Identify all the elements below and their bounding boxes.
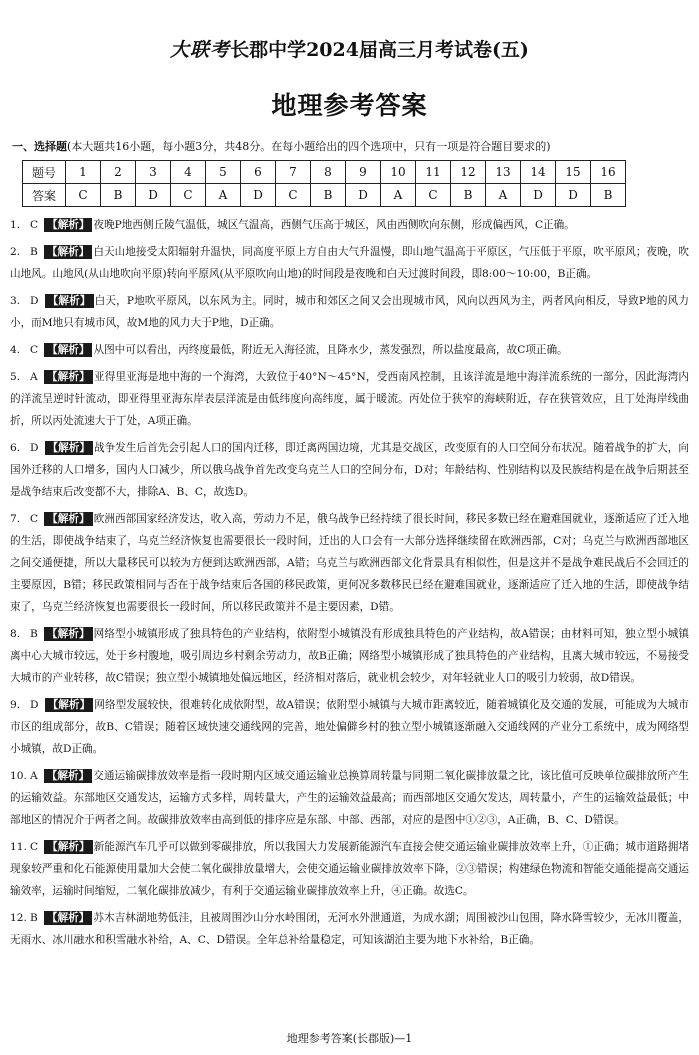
item-number: 9. (10, 699, 21, 711)
answer-cell: B (101, 184, 136, 207)
item-text: 白天山地接受太阳辐射升温快，同高度平原上方自由大气升温慢，即山地气温高于平原区，气压低于平原，吹平原风；夜晚，吹山地风。山地风(从山地吹向平原)转向平原风(从平原吹向山地)的时间段是夜晚和白天过渡时间段，即8:00～10:00，B正确。 (10, 246, 689, 280)
item-number: 4. (10, 344, 21, 356)
item-text: 亚得里亚海是地中海的一个海湾，大致位于40°N～45°N，受西南风控制，且该洋流是地中海洋流系统的一部分，因此海湾内的洋流呈逆时针流动，即亚得里亚海东岸表层洋流是由低纬度向高纬度，属于暖流。丙处位于狭窄的海峡附近，存在狭管效应，且丁处海岸线曲折，所以丙处流速大于丁处，A项正确。 (10, 371, 690, 427)
answer-cell: D (521, 184, 556, 207)
question-number-cell: 13 (486, 161, 521, 184)
answer-table-answer-row (23, 184, 626, 207)
section-note: (本大题共16小题，每小题3分，共48分。在每小题给出的四个选项中，只有一项是符合题目要求的) (67, 140, 551, 153)
question-number-cell: 6 (241, 161, 276, 184)
item-number: 2. (10, 246, 21, 258)
brand-name: 大联考 (170, 39, 231, 61)
analysis-tag: 【解析】 (44, 840, 93, 854)
answer-table-number-row (23, 161, 626, 184)
item-answer: C (30, 841, 39, 853)
question-number-cell: 3 (136, 161, 171, 184)
question-number-cell: 7 (276, 161, 311, 184)
item-text: 从图中可以看出，丙终度最低，附近无入海径流，且降水少，蒸发强烈，所以盐度最高，故C项正确。 (93, 344, 568, 356)
answer-cell: A (206, 184, 241, 207)
list-item (10, 290, 689, 334)
list-item (10, 907, 689, 951)
item-number: 11. (10, 841, 27, 853)
analysis-tag: 【解析】 (44, 512, 93, 526)
item-text: 战争发生后首先会引起人口的国内迁移，即迁离两国边境，尤其是交战区，改变原有的人口空间分布状况。随着战争的扩大，向国外迁移的人口增多，国内人口减少，所以俄乌战争首先改变乌克兰人口的空间分布，D对；年龄结构、性别结构以及民族结构是在战争后期甚至是战争结束后改变都不大，排除A、B、C，故选D。 (10, 442, 689, 498)
question-number-cell: 15 (556, 161, 591, 184)
item-number: 5. (10, 371, 21, 383)
analysis-tag: 【解析】 (45, 698, 94, 712)
item-answer: D (30, 699, 39, 711)
item-number: 3. (10, 295, 21, 307)
analysis-tag: 【解析】 (44, 245, 93, 259)
answer-cell: D (136, 184, 171, 207)
item-answer: A (30, 371, 38, 383)
item-answer: C (30, 344, 39, 356)
explanation-list (10, 214, 689, 956)
section-label: 一、选择题 (12, 140, 67, 153)
answer-cell: B (311, 184, 346, 207)
analysis-tag: 【解析】 (44, 218, 92, 232)
question-number-cell: 10 (381, 161, 416, 184)
answer-cell: A (486, 184, 521, 207)
item-answer: A (30, 770, 38, 782)
item-answer: B (30, 912, 38, 924)
document-title: 地理参考答案 (271, 91, 428, 120)
item-answer: C (30, 513, 39, 525)
item-number: 7. (10, 513, 21, 525)
analysis-tag: 【解析】 (44, 370, 93, 384)
item-text: 白天，P地吹平原风，以东风为主。同时，城市和郊区之间又会出现城市风，风向以西风为主，两者风向相反，导致P地的风力小，而M地只有城市风，故M地的风力大于P地，D正确。 (10, 295, 689, 329)
answer-cell: C (171, 184, 206, 207)
list-item (10, 214, 689, 236)
answer-cell: C (416, 184, 451, 207)
list-item (10, 765, 689, 831)
item-answer: B (30, 246, 38, 258)
item-text: 交通运输碳排放效率是指一段时期内区域交通运输业总换算周转量与同期二氧化碳排放量之比，该比值可反映单位碳排放所产生的运输效益。东部地区交通发达，运输方式多样，周转量大，产生的运输效益最高；而西部地区交通欠发达，周转量小，产生的运输效益最低；中部地区的情况介于两者之间。故碳排放效率由高到低的排序应是东部、中部、西部，对应的是图中①②③，A正确，B、C、D错误。 (10, 770, 690, 826)
exam-title: 长郡中学2024届高三月考试卷(五) (230, 39, 529, 61)
item-text: 网络型小城镇形成了独具特色的产业结构，依附型小城镇没有形成独具特色的产业结构，故A错误；由材料可知，独立型小城镇离中心大城市较远，处于乡村腹地，吸引周边乡村剩余劳动力，故B正确；网络型小城镇形成了独具特色的产业结构，且离大城市较远，不易接受大城市的产业转移，故C错误；独立型小城镇地处偏远地区，经济相对落后，就业机会较少，对年轻就业人口的吸引力较弱，故D错误。 (10, 628, 689, 684)
page-footer: 地理参考答案(长郡版)—1 (286, 1032, 413, 1045)
question-number-cell: 12 (451, 161, 486, 184)
question-number-cell: 9 (346, 161, 381, 184)
answer-cell: D (346, 184, 381, 207)
question-number-cell: 1 (66, 161, 101, 184)
list-item (10, 339, 689, 361)
analysis-tag: 【解析】 (44, 627, 93, 641)
analysis-tag: 【解析】 (44, 911, 93, 925)
list-item (10, 836, 689, 902)
list-item (10, 437, 689, 503)
item-number: 10. (10, 770, 27, 782)
item-number: 1. (10, 219, 21, 231)
list-item (10, 508, 689, 618)
item-text: 欧洲西部国家经济发达，收入高，劳动力不足，俄乌战争已经持续了很长时间，移民多数已经在避难国就业，逐渐适应了迁入地的生活，即使战争结束了，乌克兰经济恢复也需要很长一段时间，迁出的人口会有一大部分选择继续留在欧洲西部，C对；乌克兰与欧洲西部地区之间交通便捷，所以大量移民可以较为方便到达欧洲西部，A错；乌克兰与欧洲西部文化背景具有相似性，但是这并不是战争难民战后不会回迁的主要原因，B错；移民政策相同与否在于战争结束后各国的移民政策，更何况多数移民已经在避难国就业，逐渐适应了迁入地的生活，即使战争结束了，乌克兰经济恢复也需要很长一段时间，所以移民政策并不是主要因素，D错。 (10, 513, 690, 613)
list-item (10, 694, 689, 760)
section-heading (12, 139, 687, 155)
analysis-tag: 【解析】 (44, 769, 93, 783)
item-answer: D (30, 295, 39, 307)
item-answer: C (30, 219, 39, 231)
row-label-answer: 答案 (23, 184, 66, 207)
answer-cell: D (241, 184, 276, 207)
answer-table (22, 160, 626, 207)
list-item (10, 366, 689, 432)
question-number-cell: 11 (416, 161, 451, 184)
list-item (10, 623, 689, 689)
item-answer: B (30, 628, 38, 640)
exam-header (0, 35, 699, 62)
item-number: 12. (10, 912, 27, 924)
analysis-tag: 【解析】 (44, 343, 92, 357)
question-number-cell: 14 (521, 161, 556, 184)
list-item (10, 241, 689, 285)
row-label-number: 题号 (23, 161, 66, 184)
item-number: 8. (10, 628, 21, 640)
answer-cell: C (66, 184, 101, 207)
item-text: 网络型发展较快，很难转化成依附型，故A错误；依附型小城镇与大城市距离较近，随着城镇化及交通的发展，可能成为大城市市区的组成部分，故B、C错误；随着区域快速交通线网的完善，地处偏僻乡村的独立型小城镇逐渐融入交通线网的产业分工系统中，成为网络型小城镇，故D正确。 (10, 699, 689, 755)
item-answer: D (30, 442, 39, 454)
question-number-cell: 5 (206, 161, 241, 184)
item-text: 新能源汽车几乎可以做到零碳排放，所以我国大力发展新能源汽车直接会使交通运输业碳排放效率上升，①正确；城市道路拥堵现象较严重和化石能源使用量加大会使二氧化碳排放量增大，会使交通运输业碳排放效率下降，②③错误；构建绿色物流和智能交通能提高交通运输效率，运输时间缩短，二氧化碳排放减少，有利于交通运输业碳排放效率上升，④正确。故选C。 (10, 841, 690, 897)
answer-cell: C (276, 184, 311, 207)
question-number-cell: 4 (171, 161, 206, 184)
answer-cell: B (451, 184, 486, 207)
item-text: 夜晚P地西侧丘陵气温低，城区气温高，西侧气压高于城区，风由西侧吹向东侧，形成偏西风，C正确。 (93, 219, 575, 231)
analysis-tag: 【解析】 (45, 441, 94, 455)
question-number-cell: 2 (101, 161, 136, 184)
answer-cell: B (591, 184, 626, 207)
question-number-cell: 16 (591, 161, 626, 184)
answer-cell: A (381, 184, 416, 207)
item-text: 苏木吉林湖地势低洼，且被周围沙山分水岭围闭，无河水外泄通道，为成水湖；周围被沙山包围，降水降雪较少，无冰川覆盖，无雨水、冰川融水和积雪融水补给，A、C、D错误。全年总补给量稳定，可知该湖泊主要为地下水补给，B正确。 (10, 912, 689, 946)
question-number-cell: 8 (311, 161, 346, 184)
analysis-tag: 【解析】 (45, 294, 94, 308)
answer-cell: D (556, 184, 591, 207)
item-number: 6. (10, 442, 21, 454)
